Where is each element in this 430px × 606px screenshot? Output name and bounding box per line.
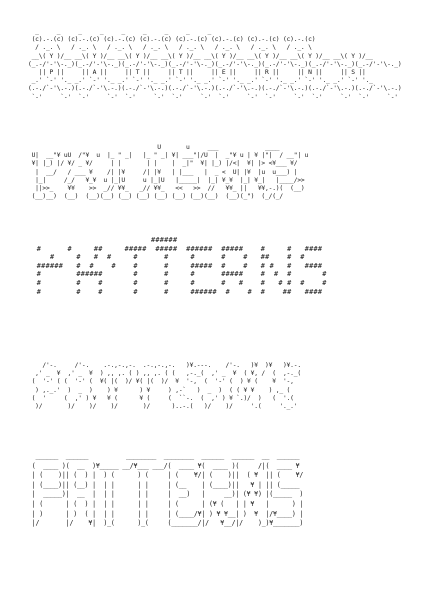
ascii-banner-hash-letters: ###### # # ## ##### ##### ###### ##### # # #### # # # # # # # # # ## # # ###### # # # # # ##### # # # # # #### # ###### # # # ##### # # # # # # # # # # # # # # # # # # # # # # ###### # # # ## #### <box>36 236 327 296</box>
ascii-banner-box-letters: ______ ______ ________ ________ ______ ______ __ ______ ( ____ )( __ )¥_____ __/¥___ ___/( ____ ¥( ____ )( /|( ____ ¥ | ( )|| ( ) | ) ( ) ( | ( ¥/| ( )|| ( ¥ || ( ¥/ | (____)|| (__) | | | | | | (__ | (____)|| ¥ | || (_____ | _____)| __ | | | | | | __) | __)| (¥ ¥) |(_____ ) | ( | ( ) | | | | | | ( | (¥ ( | | ¥ | ) | | ) | ) ( | | | | | | (____/¥| ) ¥ ¥__| ) ¥ |/¥____) | |/ |/ ¥| )_( )_( (_______/|/ ¥__/|/ )_)¥_______) <box>31 452 304 528</box>
ascii-banner-ornate-letters: U u ___ ____ U| __"¥ uU /"¥ u |_ " _| |_ " _| ¥| ___"|/U | _"¥ u | ¥ |"| / __"| u ¥| |_) |/ ¥/ _ ¥/ | | | | | _|" ¥| |_) |/<| ¥| |> <¥___ ¥/ | __/ / ___ ¥ /| |¥ /| |¥ | |___ | _ < U| |¥ |u u___) | |_| /_/ ¥_¥ u |_|U u |_|U |_____| |_| ¥_¥ |_| ¥_| |____/>> ||>>_ ¥¥ >> _// ¥¥_ _// ¥¥_ << >> // ¥¥_ || ¥¥,-.)( (__) (__)__) (__) (__)(__) (__) (__) (__) (__) (__)(__) (__)(_") (_/(_/ <box>31 144 309 201</box>
ascii-banner-curvy-letters: /'-. /'-. .-.,-.,-. .-.,-.,-. )¥.---. /'-. )¥ )¥ )¥.-. ,' _ ¥ ,' _ ¥ ) ,, ,. ( ) ,, ,. ( ( ,-._( ,' _ ¥ ( ¥, / ( ,-._( ( '-' ( ( '-' ( ¥( |( )/ ¥( |( )/ ¥ '-, ( '-' ( ) ¥ ( ¥ '-, ) ,._.' ) _ ) ) ¥ ) ¥ ) ,-` ) _ ) ( ( ¥ ¥ ) ,_ ( ( ' ( ,' ) ¥ ¥ ( ¥ ( ( ``-. ( ,' ) ¥ `.)/ ) ( '.( )/ )/ )/ )/ )/ )..-.( )/ )/ '.( '._.' <box>31 362 301 411</box>
ascii-banner-bubble-letters: _ _ _ _ _ _ _ _ _ (c).-.(c) (c).-.(c) (c).-.(c) (c).-.(c) (c).-.(c) (c).-.(c) (c).-.(c) (c).-.(c) / ._. \ / ._. \ / ._. \ / ._. \ / ._. \ / ._. \ / ._. \ / ._. \ __\( Y )/__ __\( Y )/__ __\( Y )/__ __\( Y )/__ __\( Y )/__ __\( Y )/__ __\( Y )/__ __\( Y )/__ (_.-/'-'\-._)(_.-/'-'\-._)(_.-/'-'\-._)(_.-/'-'\-._)(_.-/'-'\-._)(_.-/'-'\-._)(_.-/'-'\-._)(_.-/'-'\-._) || P || || A || || T || || T || || E || || R || || N || || S || _.' `-' '._ _.' `-' '._ _.' `-' '._ _.' `-' '._ _.' `-' '._ _.' `-' '._ _.' `-' '._ _.' `-' '._ (.-./`-'\.-.)(.-./`-'\.-.)(.-./`-'\.-.)(.-./`-'\.-.)(.-./`-'\.-.)(.-./`-'\.-.)(.-./`-'\.-.)(.-./`-'\.-.) `-' `-' `-' `-' `-' `-' `-' `-' `-' `-' `-' `-' `-' `-' `-' `-' <box>28 28 402 101</box>
